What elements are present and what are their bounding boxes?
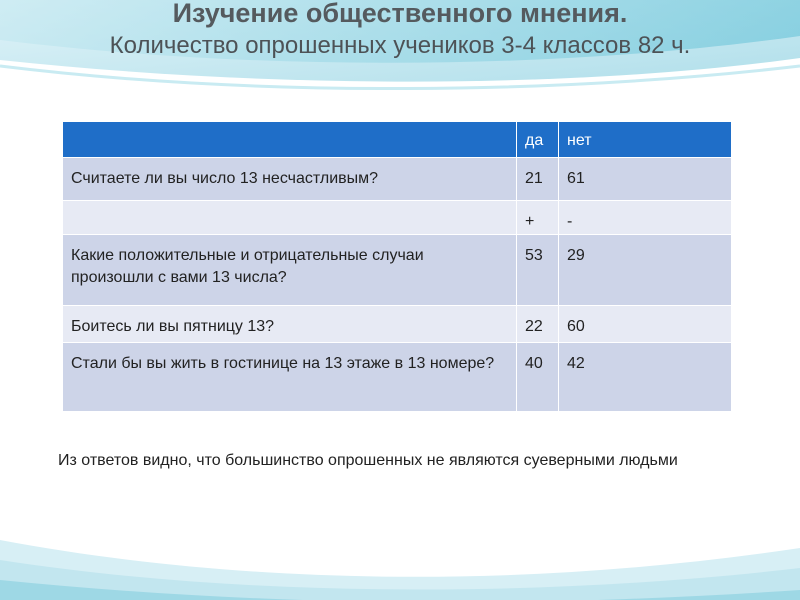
yes-cell: + [517, 201, 559, 235]
header-cell-question [63, 122, 517, 158]
yes-cell: 22 [517, 306, 559, 343]
title-line-1: Изучение общественного мнения. [172, 0, 628, 28]
no-cell: 61 [559, 158, 732, 201]
no-cell: 42 [559, 343, 732, 412]
header-cell-yes: да [517, 122, 559, 158]
no-cell: - [559, 201, 732, 235]
yes-cell: 40 [517, 343, 559, 412]
table-row [63, 201, 732, 235]
question-cell: Боитесь ли вы пятницу 13? [63, 306, 517, 343]
conclusion-text: Из ответов видно, что большинство опрошенных не являются суеверными людьми [58, 452, 678, 469]
no-cell: 60 [559, 306, 732, 343]
title-line-2: Количество опрошенных учеников 3-4 классов 82 ч. [109, 32, 691, 59]
table-row [63, 343, 732, 412]
yes-cell: 21 [517, 158, 559, 201]
table-header-row [63, 122, 732, 158]
table-row [63, 306, 732, 343]
slide-title [0, 0, 800, 60]
question-cell: Какие положительные и отрицательные случаи произошли с вами 13 числа? [63, 235, 517, 306]
header-cell-no: нет [559, 122, 732, 158]
no-cell: 29 [559, 235, 732, 306]
table-row [63, 158, 732, 201]
question-cell: Считаете ли вы число 13 несчастливым? [63, 158, 517, 201]
yes-cell: 53 [517, 235, 559, 306]
question-cell: Стали бы вы жить в гостинице на 13 этаже в 13 номере? [63, 343, 517, 412]
survey-table [62, 121, 732, 412]
table-row [63, 235, 732, 306]
question-cell [63, 201, 517, 235]
